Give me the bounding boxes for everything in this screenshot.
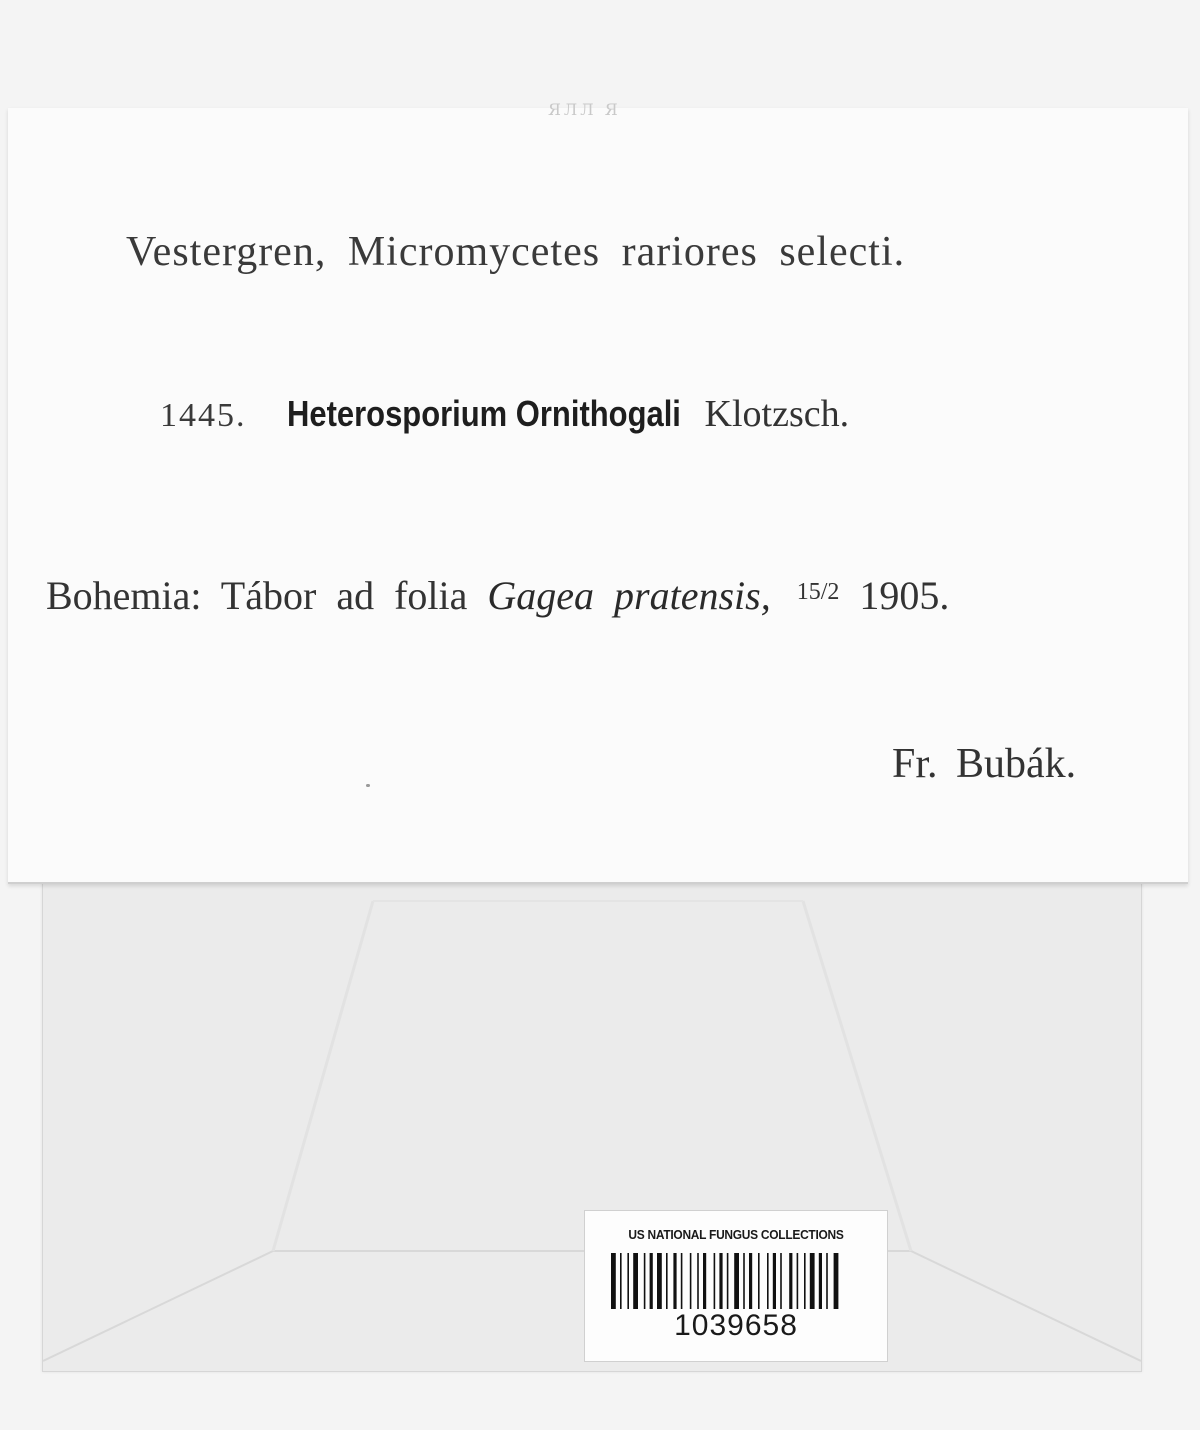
barcode-bar bbox=[734, 1253, 739, 1309]
barcode-bar bbox=[804, 1253, 806, 1309]
barcode-bar bbox=[810, 1253, 815, 1309]
barcode-bar bbox=[681, 1253, 683, 1309]
barcode-bar bbox=[611, 1253, 616, 1309]
barcode-bar bbox=[714, 1253, 716, 1309]
barcode-bar bbox=[797, 1253, 799, 1309]
barcode-bar bbox=[819, 1253, 822, 1309]
barcode-bar bbox=[697, 1253, 699, 1309]
barcode-bar bbox=[627, 1253, 629, 1309]
barcode-bar bbox=[758, 1253, 760, 1309]
barcode-bar bbox=[719, 1253, 722, 1309]
barcode-sticker bbox=[584, 1210, 888, 1362]
barcode-bar bbox=[780, 1253, 782, 1309]
barcode-bar bbox=[620, 1253, 622, 1309]
faint-stamp-mark: ЯЛЛ Я bbox=[548, 100, 621, 118]
collection-date-fraction: 15/2 bbox=[796, 579, 840, 605]
institution-name: US NATIONAL FUNGUS COLLECTIONS bbox=[628, 1227, 844, 1242]
taxon-row bbox=[160, 392, 849, 436]
barcode-bar bbox=[703, 1253, 706, 1309]
barcode-bar bbox=[657, 1253, 662, 1309]
barcode-bar bbox=[743, 1253, 745, 1309]
collection-year: 1905. bbox=[859, 573, 950, 618]
barcode-bar bbox=[727, 1253, 729, 1309]
collector-name: Fr. Bubák. bbox=[892, 741, 1077, 787]
barcode-graphic bbox=[609, 1253, 863, 1309]
barcode-bar bbox=[749, 1253, 752, 1309]
barcode-bar bbox=[767, 1253, 769, 1309]
barcode-bar bbox=[789, 1253, 792, 1309]
host-name: Gagea pratensis, bbox=[487, 573, 771, 618]
locality-prefix: Bohemia: Tábor ad folia bbox=[46, 573, 468, 618]
barcode-bar bbox=[834, 1253, 839, 1309]
barcode-bar bbox=[826, 1253, 828, 1309]
paper-speck bbox=[366, 784, 370, 787]
barcode-bar bbox=[644, 1253, 646, 1309]
series-title: Vestergren, Micromycetes rariores selecti. bbox=[126, 229, 906, 275]
taxon-authority: Klotzsch. bbox=[704, 393, 850, 435]
barcode-bar bbox=[666, 1253, 668, 1309]
barcode-number: 1039658 bbox=[674, 1309, 798, 1342]
taxon-name: Heterosporium Ornithogali bbox=[286, 393, 681, 434]
barcode-bar bbox=[673, 1253, 676, 1309]
barcode-bar bbox=[650, 1253, 653, 1309]
barcode-bar bbox=[773, 1253, 776, 1309]
barcode-bar bbox=[633, 1253, 638, 1309]
exsiccata-number: 1445. bbox=[160, 397, 247, 434]
barcode-bar bbox=[690, 1253, 692, 1309]
locality-line bbox=[46, 572, 949, 619]
